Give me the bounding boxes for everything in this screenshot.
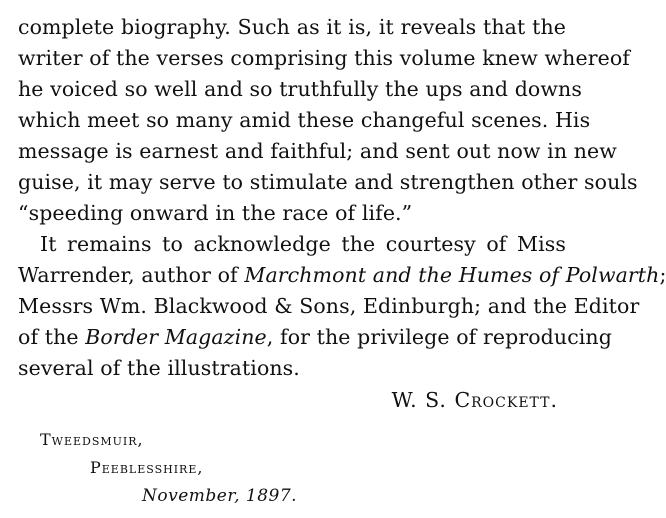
address-county: Peeblesshire, xyxy=(90,458,204,477)
date-year: 1897. xyxy=(245,486,298,506)
paragraph-1-line-2: writer of the verses comprising this volume knew whereof xyxy=(18,46,630,70)
book-title-marchmont: Marchmont and the Humes of Polwarth xyxy=(244,263,660,287)
magazine-title-border: Border Magazine xyxy=(85,325,267,349)
paragraph-2-line-2 xyxy=(18,260,666,290)
address-place: Tweedsmuir, xyxy=(40,430,144,449)
paragraph-1-line-5: message is earnest and faithful; and sent out now in new xyxy=(18,139,617,163)
paragraph-2-line-1: It remains to acknowledge the courtesy of Miss xyxy=(40,232,566,256)
paragraph-2-line-2-text: Warrender, author of xyxy=(18,263,245,287)
author-signature: W. S. Crockett. xyxy=(391,388,558,412)
paragraph-2-line-4-text: of the xyxy=(18,325,86,349)
paragraph-2-line-2-punct: ; xyxy=(659,263,666,287)
paragraph-1-line-1: complete biography. Such as it is, it reveals that the xyxy=(18,15,566,39)
paragraph-1-line-7: “speeding onward in the race of life.” xyxy=(18,201,413,225)
date-month: November, xyxy=(142,486,240,506)
address-date xyxy=(142,484,297,508)
paragraph-1-line-6: guise, it may serve to stimulate and strengthen other souls xyxy=(18,170,638,194)
paragraph-1-line-3: he voiced so well and so truthfully the ups and downs xyxy=(18,77,582,101)
paragraph-1-line-4: which meet so many amid these changeful scenes. His xyxy=(18,108,591,132)
paragraph-2-line-5: several of the illustrations. xyxy=(18,356,300,380)
paragraph-2-line-4 xyxy=(18,322,612,352)
paragraph-2-line-4-rest: , for the privilege of reproducing xyxy=(266,325,612,349)
paragraph-2-line-3: Messrs Wm. Blackwood & Sons, Edinburgh; and the Editor xyxy=(18,294,640,318)
